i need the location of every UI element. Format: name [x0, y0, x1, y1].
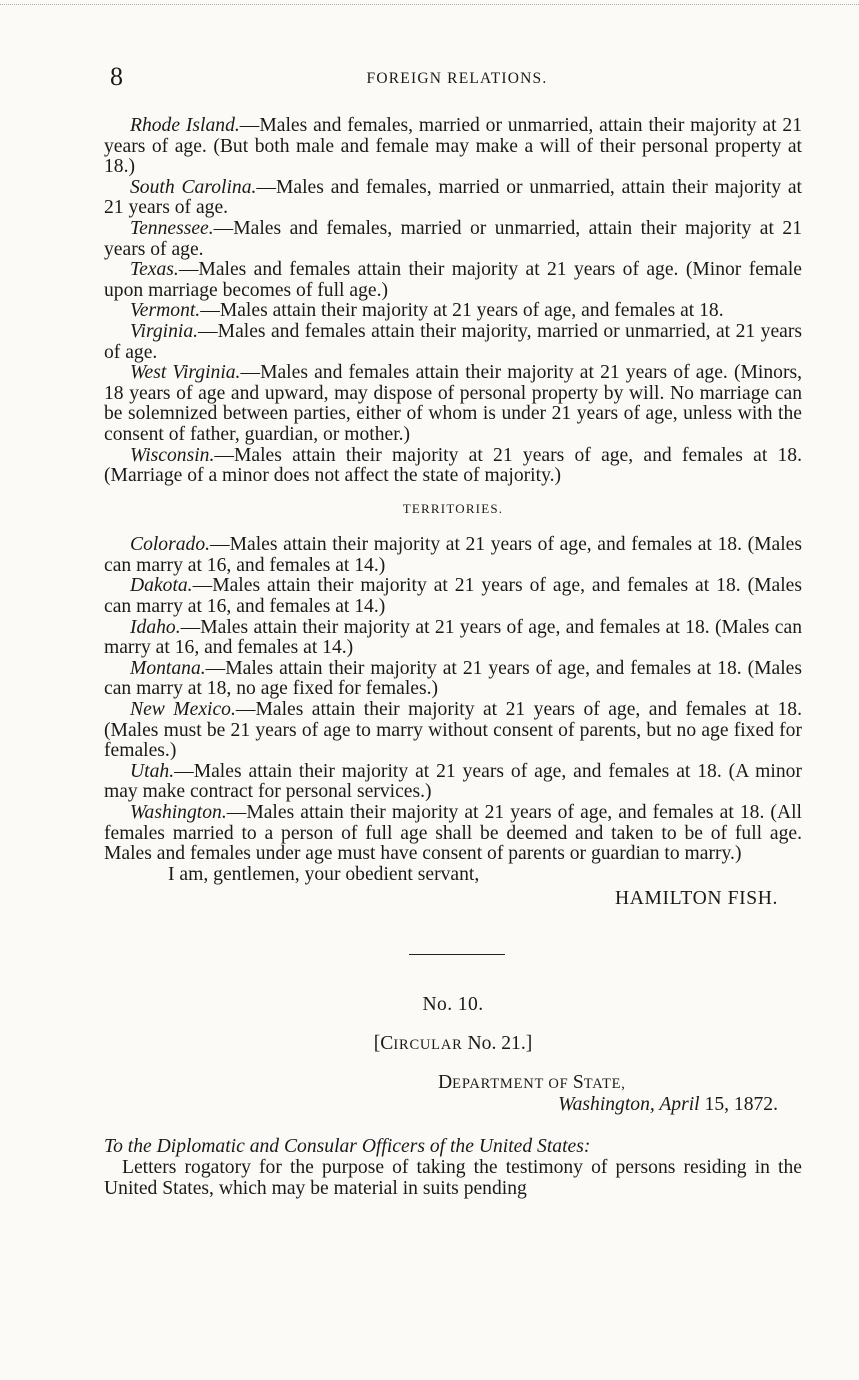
dept-initial-d: D	[438, 1072, 453, 1094]
territory-entry-idaho	[104, 618, 802, 659]
territory-text: —Males attain their majority at 21 years of age, and females at 18. (Males can marry at 16, and females at 14.)	[104, 616, 802, 659]
running-head: FOREIGN RELATIONS.	[366, 70, 548, 87]
territory-text: —Males attain their majority at 21 years of age, and females at 18. (A minor may make contract for personal services.)	[104, 760, 802, 803]
territory-entry-dakota	[104, 576, 802, 617]
top-rule	[0, 4, 859, 5]
territory-name: Utah.	[130, 760, 175, 782]
state-text: —Males attain their majority at 21 years of age, and females at 18. (Marriage of a minor does not affect the state of majority.)	[104, 444, 802, 487]
territory-name: Colorado.	[130, 534, 211, 556]
page-header	[110, 62, 804, 92]
department-line	[104, 1073, 802, 1095]
state-name: Texas.	[130, 259, 179, 281]
circular-num: No. 21.]	[462, 1032, 533, 1054]
dept-word2: TATE,	[583, 1076, 626, 1093]
state-entry-wisconsin	[104, 446, 802, 487]
state-name: West Virginia.	[130, 362, 241, 384]
territory-name: Idaho.	[130, 616, 181, 638]
territory-entry-washington	[104, 803, 802, 865]
territory-name: Dakota.	[130, 575, 193, 597]
states-list	[104, 116, 802, 487]
circular-initial: C	[380, 1032, 394, 1054]
document-number: No. 10.	[422, 993, 484, 1015]
state-name: Rhode Island.	[130, 115, 240, 136]
place: Washington, April	[558, 1093, 700, 1115]
territories-list	[104, 535, 802, 865]
state-text: —Males and females, married or unmarried, attain their majority at 21 years of age.	[104, 176, 802, 219]
state-name: Virginia.	[130, 320, 199, 342]
dept-word1: EPARTMENT OF	[452, 1076, 573, 1093]
state-entry-south-carolina	[104, 178, 802, 219]
date: 15, 1872.	[699, 1093, 778, 1115]
state-text: —Males and females attain their majority at 21 years of age. (Minors, 18 years of age and upward, may dispose of personal property by will. No marriage can be solemnized between parties, either of whom is under 21 years of age, unless with the consent of father, guardian, or mother.)	[104, 362, 802, 445]
territory-text: —Males attain their majority at 21 years of age, and females at 18. (Males can marry at 16, and females at 14.)	[104, 575, 802, 618]
page-body	[104, 116, 802, 1199]
state-entry-rhode-island	[104, 116, 802, 178]
salutation: To the Diplomatic and Consular Officers of the United States:	[104, 1136, 591, 1158]
state-entry-texas	[104, 260, 802, 301]
state-entry-west-virginia	[104, 363, 802, 445]
state-text: —Males and females, married or unmarried, attain their majority at 21 years of age. (But both male and female may make a will of their personal property at 18.)	[104, 115, 802, 178]
territory-name: Washington.	[130, 802, 227, 823]
circular-bracket: [	[373, 1032, 381, 1054]
territory-entry-utah	[104, 762, 802, 803]
territory-entry-montana	[104, 659, 802, 700]
territory-text: —Males attain their majority at 21 years of age, and females at 18. (Males can marry at 16, and females at 14.)	[104, 534, 802, 576]
state-entry-vermont	[104, 301, 802, 322]
circular-number	[104, 1034, 802, 1056]
letter-text: Letters rogatory for the purpose of taking the testimony of persons residing in the United States, which may be material in suits pending	[104, 1156, 802, 1199]
territory-entry-new-mexico	[104, 700, 802, 762]
state-name: South Carolina.	[130, 176, 257, 198]
territory-text: —Males attain their majority at 21 years of age, and females at 18. (Males must be 21 years of age to marry without consent of parents, but no age fixed for females.)	[104, 699, 803, 762]
territory-name: New Mexico.	[130, 699, 236, 721]
state-entry-virginia	[104, 322, 802, 363]
state-text: —Males and females attain their majority at 21 years of age. (Minor female upon marriage becomes of full age.)	[104, 259, 802, 301]
state-name: Vermont.	[130, 300, 201, 322]
territory-name: Montana.	[130, 657, 206, 679]
state-entry-tennessee	[104, 219, 802, 260]
territory-entry-colorado	[104, 535, 802, 576]
closing-line: I am, gentlemen, your obedient servant,	[168, 863, 480, 885]
state-text: —Males and females attain their majority, married or unmarried, at 21 years of age.	[104, 320, 802, 363]
state-text: —Males attain their majority at 21 years of age, and females at 18.	[200, 300, 724, 322]
state-text: —Males and females, married or unmarried, attain their majority at 21 years of age.	[104, 217, 802, 260]
territory-text: —Males attain their majority at 21 years of age, and females at 18. (All females married to a person of full age shall be deemed and taken to be of full age. Males and females under age must have consent of parents or guardian to marry.)	[104, 802, 802, 865]
territories-heading: TERRITORIES.	[402, 500, 504, 516]
section-divider	[409, 954, 505, 955]
date-line	[104, 1095, 802, 1116]
dept-initial-s: S	[572, 1072, 584, 1094]
signature: HAMILTON FISH.	[615, 888, 778, 910]
territory-text: —Males attain their majority at 21 years of age, and females at 18. (Males can marry at 18, no age fixed for females.)	[104, 657, 802, 700]
page-number: 8	[110, 62, 123, 91]
circular-word: IRCULAR	[393, 1036, 463, 1053]
state-name: Wisconsin.	[130, 444, 215, 466]
state-name: Tennessee.	[130, 217, 214, 239]
